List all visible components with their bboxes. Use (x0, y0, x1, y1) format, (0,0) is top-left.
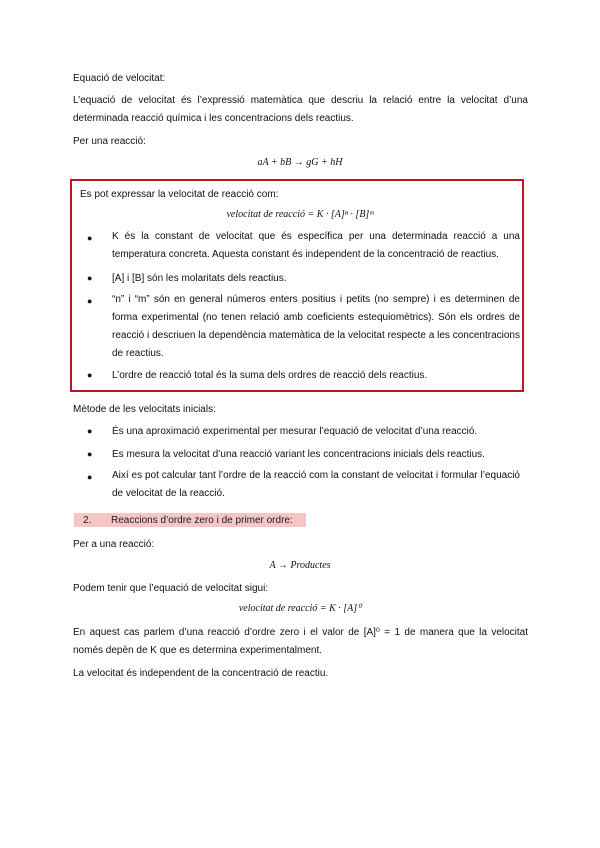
section-2-title: Reaccions d’ordre zero i de primer ordre: (111, 515, 293, 526)
initial-bullet-calculate (112, 467, 520, 503)
section-2-heading (74, 513, 306, 527)
box-bullet-k-constant (112, 228, 520, 264)
initial-bullet-text: Així es pot calcular tant l’ordre de la reacció com la constant de velocitat i formular l’equació de velocitat de la reacció. (112, 470, 520, 499)
bullet-dot: ● (87, 370, 93, 380)
zero-order-paragraph: En aquest cas parlem d’una reacció d’ordre zero i el valor de [A]⁰ = 1 de manera que la velocitat només depèn de K que es determina experimentalment. (73, 627, 528, 656)
bullet-dot: ● (87, 233, 93, 243)
heading-rate-equation: Equació de velocitat: (73, 73, 166, 84)
bullet-dot: ● (87, 426, 93, 436)
podem-tenir-label: Podem tenir que l’equació de velocitat sigui: (73, 583, 269, 594)
zero-rate-law-equation (0, 603, 600, 614)
rate-law-equation (0, 209, 600, 220)
general-reaction-equation (0, 157, 600, 168)
bullet-dot: ● (87, 273, 93, 283)
box-bullet-text: “n” i “m” són en general números enters positius i petits (no sempre) i es determinen de forma experimental (no tenen relació amb coeficients estequiomètrics). Són els ordres de reacció i descriuen la dependència matemàtica de la velocitat respecte a les concentracions de reactius. (112, 294, 520, 359)
box-bullet-molarities: [A] i [B] són les molaritats dels reactius. (112, 273, 287, 284)
bullet-dot: ● (87, 296, 93, 306)
bullet-dot: ● (87, 449, 93, 459)
intro-paragraph: L’equació de velocitat és l’expressió matemàtica que descriu la relació entre la velocitat d’una determinada reacció química i les concentracions dels reactius. (73, 95, 528, 124)
per-a-una-reaccio-label: Per a una reacció: (73, 539, 155, 550)
box-bullet-text: K és la constant de velocitat que és específica per una determinada reacció a una temperatura concreta. Aquesta constant és independent de la concentració de reactius. (112, 231, 520, 260)
zero-rate-law-text: velocitat de reacció = K · [A]⁰ (238, 603, 362, 614)
per-una-reaccio-label: Per una reacció: (73, 136, 146, 147)
final-sentence: La velocitat és independent de la concentració de reactiu. (73, 668, 329, 679)
section-2-number: 2. (83, 515, 92, 526)
initial-bullet-measure: Es mesura la velocitat d’una reacció variant les concentracions inicials dels reactius. (112, 449, 485, 460)
zero-reaction-text: A → Productes (269, 560, 331, 571)
bullet-dot: ● (87, 472, 93, 482)
general-reaction-text: aA + bB → gG + hH (257, 157, 343, 168)
heading-initial-rates: Mètode de les velocitats inicials: (73, 404, 216, 415)
zero-reaction-equation (0, 560, 600, 571)
box-bullet-orders (112, 291, 520, 363)
box-bullet-total-order: L’ordre de reacció total és la suma dels ordres de reacció dels reactius. (112, 370, 428, 381)
rate-law-text: velocitat de reacció = K · [A]ⁿ · [B]ᵐ (226, 209, 374, 220)
box-intro: Es pot expressar la velocitat de reacció com: (80, 189, 279, 200)
initial-bullet-approximation: És una aproximació experimental per mesurar l’equació de velocitat d’una reacció. (112, 426, 478, 437)
